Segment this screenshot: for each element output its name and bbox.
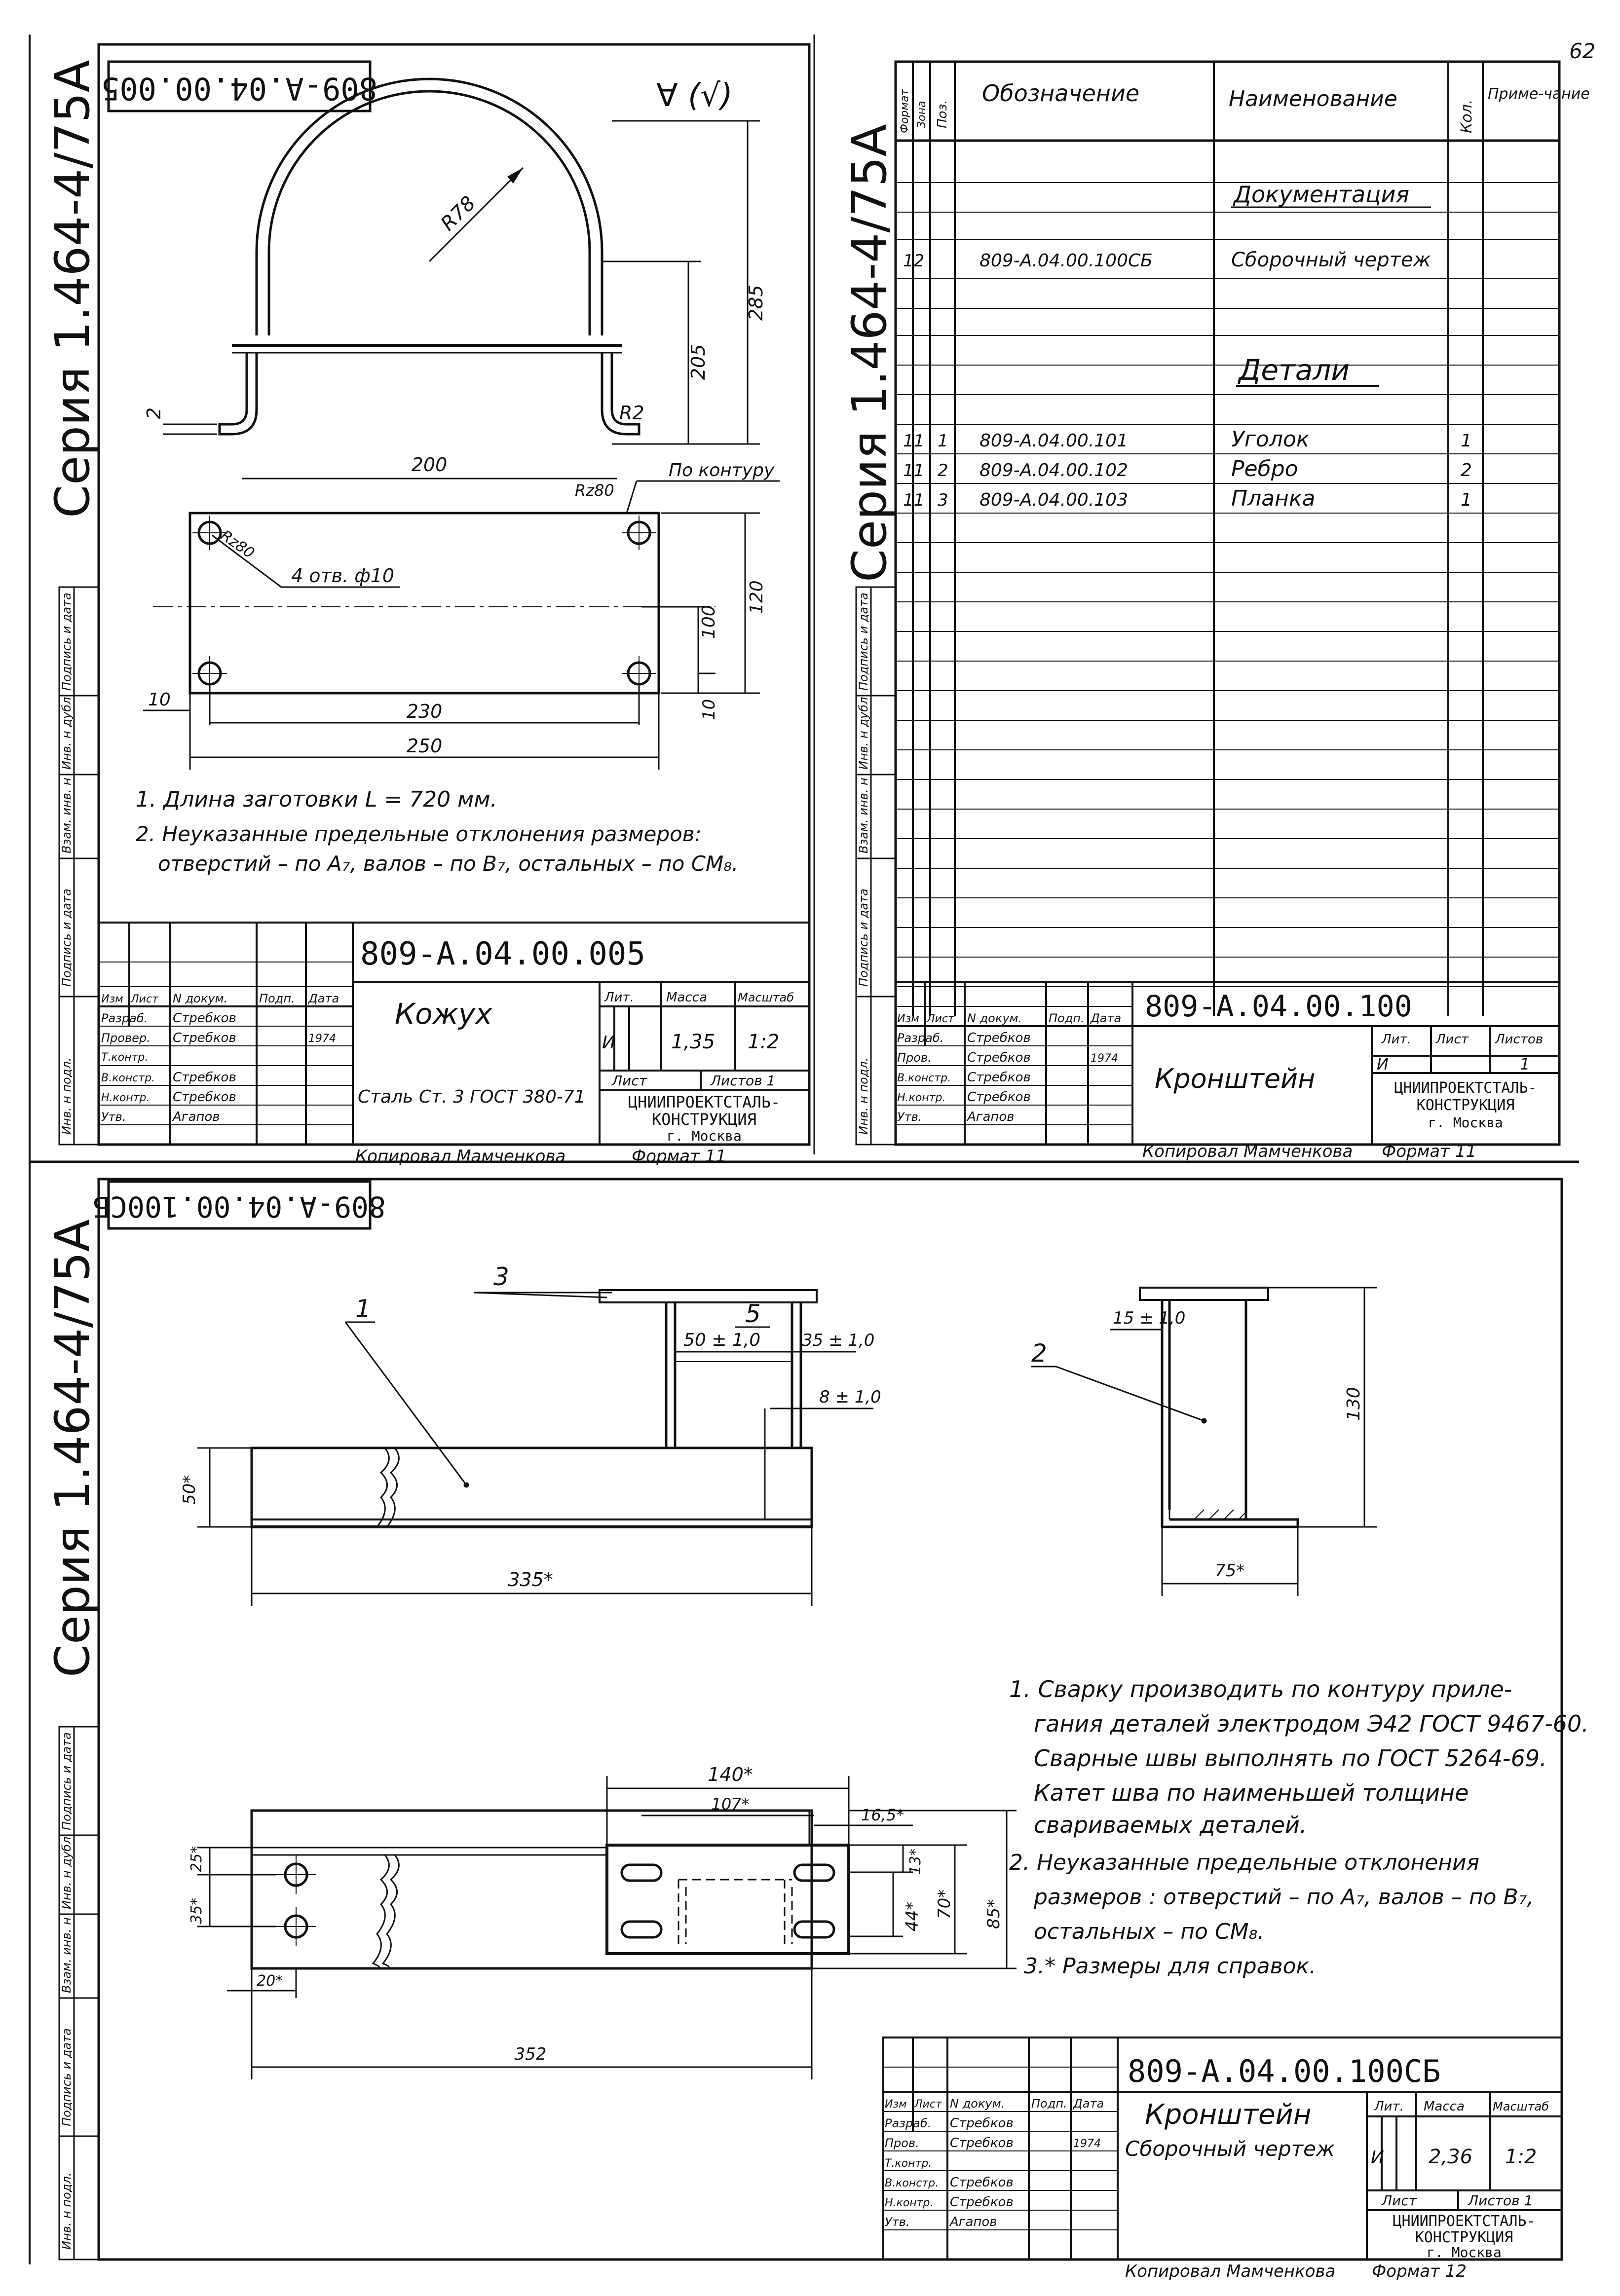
svg-text:Поз.: Поз. [935, 100, 950, 128]
svg-text:КОНСТРУКЦИЯ: КОНСТРУКЦИЯ [652, 1110, 756, 1129]
drawing1-name: Кожух [395, 997, 492, 1031]
svg-text:3: 3 [938, 490, 948, 510]
spec-row [903, 427, 1472, 452]
svg-text:Провер.: Провер. [101, 1031, 151, 1045]
svg-text:Инв. н подл.: Инв. н подл. [857, 1057, 870, 1135]
svg-text:В.констр.: В.констр. [897, 1072, 951, 1084]
svg-text:16,5*: 16,5* [861, 1806, 904, 1824]
svg-text:1:2: 1:2 [748, 1031, 780, 1053]
svg-text:335*: 335* [508, 1569, 553, 1591]
svg-text:размеров : отверстий – по А₇,: размеров : отверстий – по А₇, валов – по В₇, [1034, 1885, 1534, 1910]
svg-text:свариваемых деталей.: свариваемых деталей. [1034, 1812, 1307, 1838]
svg-text:250: 250 [406, 735, 443, 757]
svg-text:Стребков: Стребков [950, 2175, 1014, 2190]
svg-text:Масштаб: Масштаб [1493, 2100, 1549, 2113]
svg-text:Лист: Лист [1382, 2192, 1417, 2209]
svg-text:Разраб.: Разраб. [897, 1031, 944, 1045]
svg-text:г. Москва: г. Москва [667, 1128, 742, 1144]
svg-text:11: 11 [903, 461, 925, 481]
spec-table-rows [903, 181, 1472, 511]
svg-text:И: И [602, 1033, 615, 1053]
svg-text:Пров.: Пров. [897, 1051, 932, 1065]
svg-text:Копировал Мамченкова: Копировал Мамченкова [355, 1147, 566, 1166]
svg-text:Дата: Дата [1073, 2097, 1104, 2111]
svg-text:Утв.: Утв. [101, 1110, 126, 1124]
svg-text:1: 1 [1461, 431, 1472, 451]
svg-text:Стребков: Стребков [967, 1090, 1031, 1105]
drawing3-name: Кронштейн [1145, 2099, 1312, 2131]
svg-text:1:2: 1:2 [1505, 2146, 1537, 2168]
svg-text:N докум.: N докум. [967, 1011, 1022, 1025]
svg-text:3.* Размеры для справок.: 3.* Размеры для справок. [1024, 1954, 1317, 1979]
title-block-3-text [885, 2053, 1549, 2281]
svg-text:809-А.04.00.102: 809-А.04.00.102 [980, 460, 1128, 481]
svg-text:Подпись и дата: Подпись и дата [857, 593, 870, 691]
svg-text:Подпись и дата: Подпись и дата [60, 593, 74, 691]
svg-text:Подпись и дата: Подпись и дата [60, 889, 74, 987]
series-label-3 [45, 1220, 100, 1677]
series-label-1 [45, 60, 100, 518]
svg-text:Формат 11: Формат 11 [1382, 1142, 1477, 1161]
svg-text:N докум.: N докум. [173, 992, 228, 1005]
svg-text:Ребро: Ребро [1231, 456, 1298, 481]
svg-text:Изм: Изм [885, 2098, 907, 2111]
svg-text:Изм: Изм [897, 1013, 919, 1025]
svg-text:В.констр.: В.констр. [885, 2177, 939, 2189]
side-stamp-3 [59, 1727, 99, 2259]
svg-text:352: 352 [514, 2044, 547, 2064]
spec-row [903, 456, 1472, 481]
spec-row [903, 486, 1472, 511]
roughness-symbol: ∀ (√) [656, 77, 733, 114]
svg-text:35*: 35* [188, 1897, 205, 1924]
svg-text:2. Неуказанные предельные о: 2. Неуказанные предельные отклонения размеров: [136, 822, 702, 846]
svg-text:Подп.: Подп. [1049, 1011, 1085, 1025]
assembly-front-dimensions [180, 1262, 881, 1606]
assembly-side-dimensions [1031, 1288, 1377, 1596]
series-label-2 [842, 124, 897, 582]
svg-text:Масса: Масса [666, 990, 707, 1005]
svg-text:И: И [1371, 2148, 1384, 2168]
svg-text:Взам. инв. н: Взам. инв. н [60, 778, 74, 853]
svg-text:Листов 1: Листов 1 [711, 1073, 776, 1089]
svg-text:Агапов: Агапов [173, 1110, 220, 1124]
svg-text:1. Сварку производить по ко: 1. Сварку производить по контуру приле- [1009, 1676, 1512, 1703]
svg-text:Разраб.: Разраб. [101, 1011, 148, 1025]
svg-text:Подп.: Подп. [259, 992, 295, 1005]
svg-text:1974: 1974 [1091, 1052, 1118, 1065]
svg-text:Стребков: Стребков [950, 2116, 1014, 2131]
svg-text:11: 11 [903, 431, 925, 451]
svg-text:N докум.: N докум. [950, 2097, 1005, 2111]
svg-text:Серия 1.464-4/75А: Серия 1.464-4/75А [45, 60, 100, 518]
svg-text:Уголок: Уголок [1231, 427, 1310, 452]
svg-text:Подпись и дата: Подпись и дата [857, 889, 870, 987]
svg-text:Лист: Лист [612, 1073, 647, 1089]
svg-text:Приме-чание: Приме-чание [1488, 85, 1590, 103]
svg-text:Сварные швы выполнять по Г: Сварные швы выполнять по ГОСТ 5264-69. [1034, 1745, 1547, 1772]
side-stamp-1 [59, 587, 99, 1145]
svg-text:4 отв. ф10: 4 отв. ф10 [291, 565, 395, 587]
strap-elevation [220, 79, 639, 434]
svg-text:Инв. н дубл.: Инв. н дубл. [60, 693, 74, 770]
svg-text:R78: R78 [436, 191, 480, 236]
title-block-1-text [101, 936, 794, 1166]
svg-text:Стребков: Стребков [967, 1031, 1031, 1045]
svg-text:Т.контр.: Т.контр. [101, 1051, 149, 1064]
svg-text:Пров.: Пров. [885, 2136, 919, 2150]
svg-text:10: 10 [699, 699, 719, 720]
svg-text:КОНСТРУКЦИЯ: КОНСТРУКЦИЯ [1416, 1097, 1515, 1114]
svg-text:Взам. инв. н: Взам. инв. н [857, 778, 870, 853]
callout-5: 5 [745, 1299, 761, 1328]
svg-text:1974: 1974 [308, 1033, 336, 1045]
svg-text:2. Неуказанные предельные от: 2. Неуказанные предельные отклонения [1009, 1850, 1480, 1875]
spec-table-grid [896, 62, 1559, 1016]
svg-text:Зона: Зона [916, 101, 928, 128]
svg-text:Копировал Мамченкова: Копировал Мамченкова [1142, 1142, 1353, 1161]
svg-text:Утв.: Утв. [897, 1110, 922, 1124]
callout-1: 1 [355, 1295, 371, 1323]
drawing1-inverted-code-box [101, 62, 377, 111]
svg-text:Сборочный чертеж: Сборочный чертеж [1231, 249, 1431, 271]
svg-text:Инв. н дубл.: Инв. н дубл. [60, 1833, 74, 1909]
svg-text:ЦНИИПРОЕКТСТАЛЬ-: ЦНИИПРОЕКТСТАЛЬ- [1394, 1079, 1537, 1097]
svg-text:Стребков: Стребков [967, 1050, 1031, 1065]
svg-text:Масштаб: Масштаб [738, 991, 794, 1004]
svg-text:Лист: Лист [131, 993, 158, 1005]
svg-text:Обозначение: Обозначение [982, 80, 1140, 107]
svg-text:Подпись и дата: Подпись и дата [60, 2028, 74, 2126]
svg-text:Стребков: Стребков [173, 1090, 236, 1105]
blank-plan-dimensions [143, 460, 780, 770]
svg-text:11: 11 [903, 490, 925, 510]
svg-text:г. Москва: г. Москва [1428, 1114, 1503, 1131]
svg-text:Документация: Документация [1234, 181, 1410, 208]
svg-text:Агапов: Агапов [950, 2215, 997, 2229]
svg-text:Инв. н подл.: Инв. н подл. [60, 1057, 74, 1135]
svg-text:100: 100 [699, 605, 719, 639]
svg-text:Агапов: Агапов [967, 1110, 1015, 1124]
svg-text:Наименование: Наименование [1229, 86, 1397, 111]
svg-text:Дата: Дата [308, 992, 339, 1005]
svg-text:2,36: 2,36 [1429, 2146, 1473, 2168]
drawing3-inverted-code-box [93, 1182, 386, 1228]
svg-text:Rz80: Rz80 [575, 481, 614, 500]
svg-text:Подпись и дата: Подпись и дата [60, 1732, 74, 1830]
svg-text:Детали: Детали [1239, 353, 1350, 387]
svg-text:Листов: Листов [1495, 1032, 1544, 1047]
svg-text:Стребков: Стребков [173, 1031, 236, 1045]
svg-text:Катет шва по наименьшей то: Катет шва по наименьшей толщине [1034, 1779, 1469, 1806]
svg-text:г. Москва: г. Москва [1427, 2244, 1502, 2260]
svg-text:Стребков: Стребков [950, 2195, 1014, 2210]
svg-text:809-А.04.00.100СБ: 809-А.04.00.100СБ [93, 1189, 386, 1223]
title-block-2-text [897, 989, 1543, 1161]
svg-text:R2: R2 [619, 402, 644, 424]
svg-text:По контуру: По контуру [669, 460, 775, 481]
svg-text:75*: 75* [1214, 1561, 1245, 1581]
svg-text:Н.контр.: Н.контр. [897, 1092, 946, 1104]
svg-text:Формат 11: Формат 11 [632, 1147, 727, 1166]
svg-text:Утв.: Утв. [885, 2215, 910, 2229]
svg-text:10: 10 [148, 690, 171, 710]
assembly-plan-view [252, 1811, 849, 1968]
svg-text:Лит.: Лит. [1374, 2099, 1404, 2114]
drawing1-code: 809-А.04.00.005 [360, 936, 645, 972]
svg-text:Н.контр.: Н.контр. [885, 2197, 934, 2209]
svg-text:Н.контр.: Н.контр. [101, 1092, 150, 1104]
svg-text:остальных – по СМ₈.: остальных – по СМ₈. [1034, 1919, 1265, 1944]
svg-text:120: 120 [747, 580, 767, 614]
svg-text:285: 285 [745, 285, 767, 321]
svg-text:Инв. н дубл.: Инв. н дубл. [857, 693, 870, 770]
svg-text:Т.контр.: Т.контр. [885, 2157, 932, 2170]
svg-text:8 ± 1,0: 8 ± 1,0 [819, 1387, 881, 1407]
svg-text:Стребков: Стребков [950, 2136, 1014, 2150]
spec-row [1231, 181, 1431, 208]
svg-text:200: 200 [411, 454, 448, 476]
svg-text:140*: 140* [708, 1764, 753, 1785]
svg-text:И: И [1377, 1055, 1389, 1074]
spec-name: Кронштейн [1155, 1063, 1316, 1094]
svg-text:2: 2 [143, 407, 165, 419]
svg-text:Инв. н подл.: Инв. н подл. [60, 2172, 74, 2250]
svg-text:КОНСТРУКЦИЯ: КОНСТРУКЦИЯ [1415, 2229, 1513, 2246]
svg-text:Разраб.: Разраб. [885, 2116, 932, 2130]
svg-text:205: 205 [687, 344, 709, 380]
svg-text:Копировал Мамченкова: Копировал Мамченкова [1125, 2261, 1336, 2281]
svg-text:50 ± 1,0: 50 ± 1,0 [683, 1330, 761, 1350]
svg-text:отверстий – по А₇, валов – по: отверстий – по А₇, валов – по В₇, остальных – по СМ₈. [158, 852, 739, 876]
svg-text:809-А.04.00.005: 809-А.04.00.005 [101, 70, 377, 107]
svg-text:Планка: Планка [1231, 486, 1316, 511]
svg-text:12: 12 [903, 251, 925, 271]
svg-text:20*: 20* [257, 1972, 283, 1990]
assembly-front-view [252, 1290, 817, 1527]
svg-text:Формат 12: Формат 12 [1372, 2261, 1467, 2281]
svg-text:2: 2 [938, 461, 948, 481]
svg-text:809-А.04.00.103: 809-А.04.00.103 [980, 490, 1128, 510]
svg-text:Масса: Масса [1424, 2099, 1465, 2114]
spec-row [903, 249, 1431, 271]
svg-text:ЦНИИПРОЕКТСТАЛЬ-: ЦНИИПРОЕКТСТАЛЬ- [1393, 2213, 1536, 2230]
svg-text:Формат: Формат [899, 89, 911, 133]
svg-text:ЦНИИПРОЕКТСТАЛЬ-: ЦНИИПРОЕКТСТАЛЬ- [628, 1093, 781, 1111]
svg-text:Дата: Дата [1091, 1011, 1122, 1025]
svg-text:70*: 70* [935, 1889, 954, 1919]
svg-text:Изм: Изм [101, 993, 123, 1005]
callout-2: 2 [1031, 1339, 1047, 1368]
svg-text:Стребков: Стребков [173, 1011, 236, 1026]
drawing3-notes [1009, 1676, 1589, 1979]
svg-text:15 ± 1,0: 15 ± 1,0 [1113, 1308, 1186, 1328]
svg-text:809-А.04.00.100СБ: 809-А.04.00.100СБ [980, 251, 1153, 271]
svg-text:25*: 25* [188, 1846, 205, 1872]
svg-text:Стребков: Стребков [173, 1070, 236, 1085]
callout-3: 3 [493, 1262, 509, 1291]
svg-text:Лит.: Лит. [1382, 1032, 1411, 1047]
svg-text:1,35: 1,35 [671, 1031, 716, 1053]
svg-text:Лист: Лист [1436, 1032, 1469, 1047]
svg-text:Листов 1: Листов 1 [1468, 2192, 1533, 2209]
spec-code: 809-А.04.00.100 [1145, 989, 1412, 1024]
svg-text:Серия 1.464-4/75А: Серия 1.464-4/75А [45, 1219, 100, 1677]
svg-text:В.констр.: В.констр. [101, 1072, 155, 1084]
svg-text:809-А.04.00.101: 809-А.04.00.101 [980, 431, 1128, 451]
svg-text:Лит.: Лит. [604, 990, 634, 1005]
svg-text:Подп.: Подп. [1031, 2097, 1067, 2111]
svg-text:Серия 1.464-4/75А: Серия 1.464-4/75А [842, 124, 897, 582]
svg-text:Лист: Лист [927, 1013, 954, 1025]
drawing3-subtitle: Сборочный чертеж [1125, 2137, 1335, 2161]
svg-text:13*: 13* [907, 1848, 924, 1875]
side-stamp-2 [856, 587, 896, 1145]
svg-text:1974: 1974 [1073, 2138, 1101, 2150]
svg-text:Лист: Лист [914, 2098, 942, 2111]
svg-text:Кол.: Кол. [1458, 99, 1475, 133]
spec-row [1236, 353, 1379, 387]
svg-text:1: 1 [1461, 490, 1472, 510]
svg-text:2: 2 [1461, 460, 1472, 481]
svg-text:гания деталей электродом Э4: гания деталей электродом Э42 ГОСТ 9467-60. [1034, 1710, 1589, 1737]
svg-text:230: 230 [406, 701, 443, 722]
drawing1-notes [136, 787, 738, 876]
svg-text:Сталь Ст. 3 ГОСТ 380-71: Сталь Ст. 3 ГОСТ 380-71 [358, 1087, 586, 1107]
svg-text:1. Длина заготовки L = 7: 1. Длина заготовки L = 720 мм. [136, 787, 497, 812]
svg-text:1: 1 [938, 431, 948, 451]
svg-text:1: 1 [1520, 1055, 1530, 1074]
svg-text:44*: 44* [903, 1901, 922, 1931]
spec-table-headers [899, 80, 1590, 133]
svg-text:Стребков: Стребков [967, 1070, 1031, 1085]
svg-text:130: 130 [1344, 1387, 1364, 1421]
svg-text:35 ± 1,0: 35 ± 1,0 [802, 1331, 875, 1350]
svg-text:50*: 50* [180, 1475, 199, 1505]
svg-text:Взам. инв. н: Взам. инв. н [60, 1917, 74, 1993]
page-number: 62 [1569, 39, 1596, 63]
drawing3-code: 809-А.04.00.100СБ [1128, 2053, 1441, 2089]
svg-text:107*: 107* [711, 1795, 750, 1814]
svg-text:Rz80: Rz80 [217, 526, 258, 562]
svg-text:85*: 85* [984, 1899, 1004, 1929]
